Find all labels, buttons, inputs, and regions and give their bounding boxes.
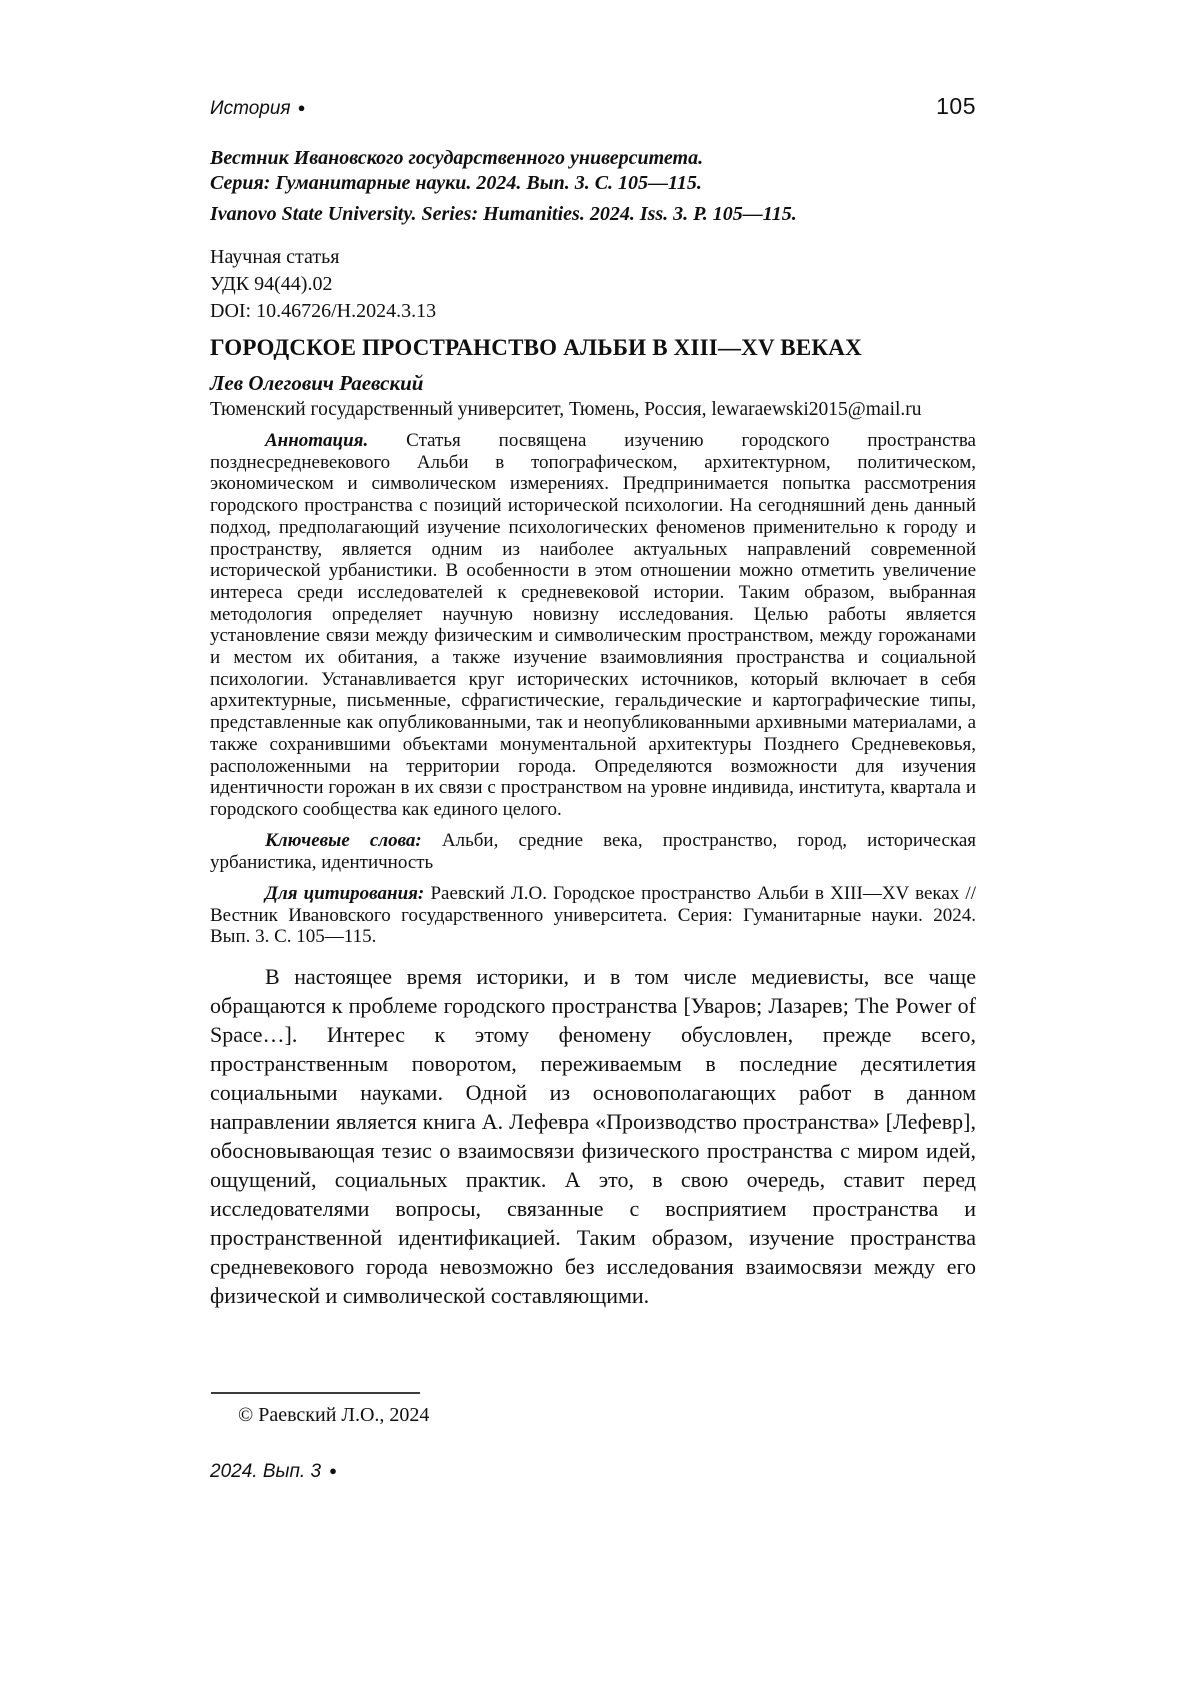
journal-citation-block xyxy=(210,146,976,227)
journal-citation-ru-line2: Серия: Гуманитарные науки. 2024. Вып. 3. С. 105—115. xyxy=(210,172,702,194)
article-title: ГОРОДСКОЕ ПРОСТРАНСТВО АЛЬБИ В XIII—XV ВЕКАХ xyxy=(210,335,862,360)
article-meta xyxy=(210,244,976,325)
author-name: Лев Олегович Раевский xyxy=(210,371,424,395)
keywords xyxy=(210,830,976,873)
copyright-note: © Раевский Л.О., 2024 xyxy=(238,1404,430,1426)
keywords-label: Ключевые слова: xyxy=(265,830,422,851)
running-head xyxy=(210,93,976,120)
abstract-label: Аннотация. xyxy=(265,430,369,451)
bullet-icon: ● xyxy=(297,100,306,115)
abstract xyxy=(210,430,976,821)
page-number: 105 xyxy=(936,93,976,119)
footnote-divider xyxy=(211,1392,420,1394)
article-type: Научная статья xyxy=(210,246,340,268)
udc-code: УДК 94(44).02 xyxy=(210,273,333,295)
section-label: История xyxy=(210,98,291,119)
for-citation-text: Раевский Л.О. Городское пространство Альби в XIII—XV веках // Вестник Ивановского государственного университета. Серия: Гуманитарные науки. 2024. Вып. 3. С. 105—115. xyxy=(210,883,976,948)
journal-citation-ru-line1: Вестник Ивановского государственного университета. xyxy=(210,147,704,169)
running-head-section xyxy=(210,98,305,120)
page-footer xyxy=(210,1461,337,1483)
abstract-text: Статья посвящена изучению городского пространства позднесредневекового Альби в топографическом, архитектурном, политическом, экономическом и символическом измерениях. Предпринимается попытка рассмотрения городского пространства с позиций исторической психологии. На сегодняшний день данный подход, предполагающий изучение психологических феноменов применительно к городу и пространству, является одним из наиболее актуальных направлений современной исторической урбанистики. В особенности в этом отношении можно отметить увеличение интереса среди исследователей к средневековой истории. Таким образом, выбранная методология определяет научную новизну исследования. Целью работы является установление связи между физическим и символическим пространством, между горожанами и местом их обитания, а также изучение взаимовлияния пространства и социальной психологии. Устанавливается круг исторических источников, который включает в себя архитектурные, письменные, сфрагистические, геральдические и картографические типы, представленные как опубликованными, так и неопубликованными архивными материалами, а также сохранившими объектами монументальной архитектуры Позднего Средневековья, расположенными на территории города. Определяются возможности для изучения идентичности горожан в их связи с пространством на уровне индивида, института, квартала и городского сообщества как единого целого. xyxy=(210,430,976,820)
bullet-icon: ● xyxy=(329,1463,337,1478)
body-paragraph: В настоящее время историки, и в том числе медиевисты, все чаще обращаются к проблеме городского пространства [Уваров; Лазарев; The Power of Space…]. Интерес к этому феномену обусловлен, прежде всего, пространственным поворотом, переживаемым в последние десятилетия социальными науками. Одной из основополагающих работ в данном направлении является книга А. Лефевра «Производство пространства» [Лефевр], обосновывающая тезис о взаимосвязи физического пространства с миром идей, ощущений, социальных практик. А это, в свою очередь, ставит перед исследователями вопросы, связанные с восприятием пространства и пространственной идентификацией. Таким образом, изучение пространства средневекового города невозможно без исследования взаимосвязи между его физической и символической составляющими. xyxy=(210,964,976,1308)
for-citation-label: Для цитирования: xyxy=(265,883,425,904)
footer-issue: 2024. Вып. 3 xyxy=(210,1461,322,1482)
for-citation xyxy=(210,883,976,948)
journal-citation-en: Ivanovo State University. Series: Humanities. 2024. Iss. 3. P. 105—115. xyxy=(210,203,797,225)
author-affiliation: Тюменский государственный университет, Тюмень, Россия, lewaraewski2015@mail.ru xyxy=(210,399,922,420)
doi: DOI: 10.46726/H.2024.3.13 xyxy=(210,300,437,322)
keywords-text: Альби, средние века, пространство, город, историческая урбанистика, идентичность xyxy=(210,830,976,873)
